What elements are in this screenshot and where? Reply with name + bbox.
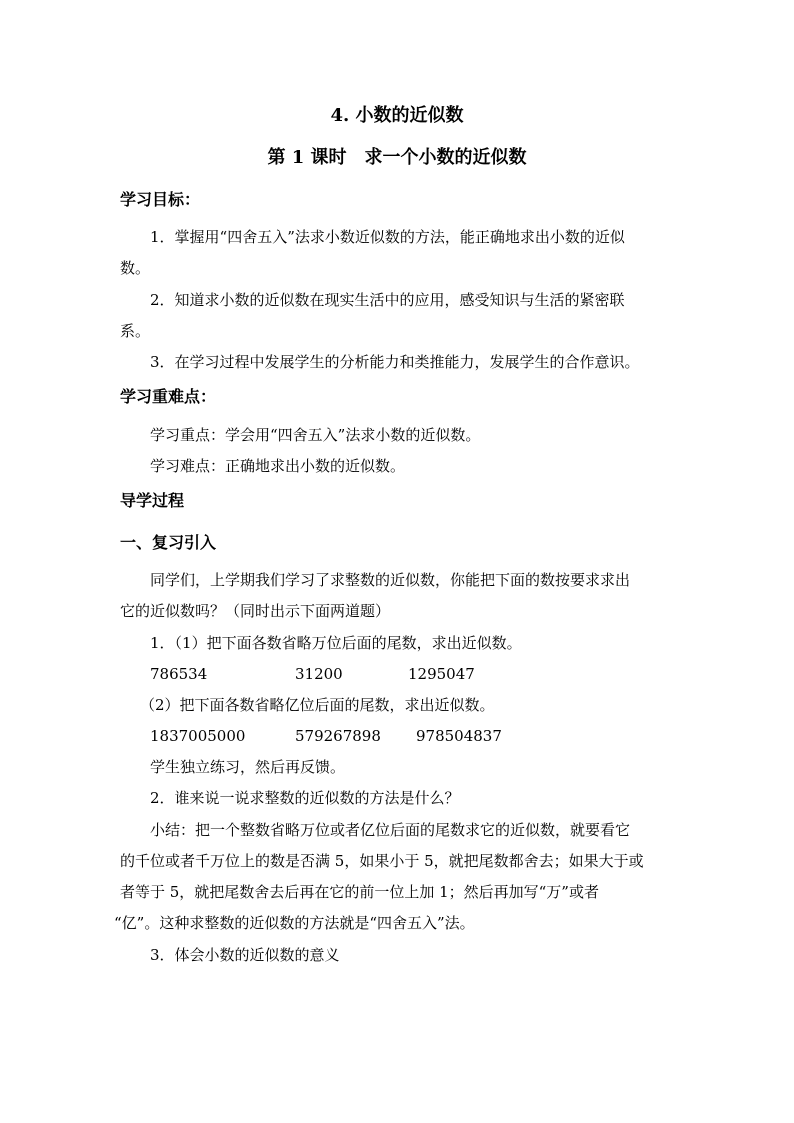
q1b-number-1: 1837005000 — [150, 727, 246, 745]
key-points-heading: 学习重难点： — [120, 387, 217, 406]
practice-note: 学生独立练习，然后再反馈。 — [150, 758, 346, 776]
lesson-subtitle: 第 1 课时 求一个小数的近似数 — [267, 147, 527, 168]
question-3: 3．体会小数的近似数的意义 — [150, 946, 340, 964]
key-point-focus: 学习重点：学会用“四舍五入”法求小数的近似数。 — [150, 426, 481, 444]
q1a-number-3: 1295047 — [408, 665, 475, 683]
question-2: 2．谁来说一说求整数的近似数的方法是什么？ — [150, 789, 460, 807]
process-heading: 导学过程 — [120, 491, 185, 510]
summary-line-4: “亿”。这种求整数的近似数的方法就是“四舍五入”法。 — [114, 914, 475, 932]
objective-1-line2: 数。 — [120, 259, 151, 277]
objectives-heading: 学习目标： — [120, 190, 201, 209]
question-1a: 1．（1）把下面各数省略万位后面的尾数，求出近似数。 — [150, 634, 522, 652]
key-point-difficulty: 学习难点：正确地求出小数的近似数。 — [150, 457, 406, 475]
objective-2-line2: 系。 — [120, 322, 151, 340]
q1a-number-2: 31200 — [295, 665, 343, 683]
summary-line-2: 的千位或者千万位上的数是否满 5，如果小于 5，就把尾数都舍去；如果大于或 — [120, 852, 644, 870]
question-1b: （2）把下面各数省略亿位后面的尾数，求出近似数。 — [140, 696, 495, 714]
q1b-number-3: 978504837 — [416, 727, 502, 745]
intro-line-1: 同学们，上学期我们学习了求整数的近似数，你能把下面的数按要求求出 — [150, 571, 631, 589]
objective-1-line1: 1．掌握用“四舍五入”法求小数近似数的方法，能正确地求出小数的近似 — [150, 228, 625, 246]
q1b-number-2: 579267898 — [295, 727, 381, 745]
intro-line-2: 它的近似数吗？（同时出示下面两道题） — [120, 602, 391, 620]
q1a-number-1: 786534 — [150, 665, 208, 683]
objective-2-line1: 2．知道求小数的近似数在现实生活中的应用，感受知识与生活的紧密联 — [150, 291, 625, 309]
summary-line-3: 者等于 5，就把尾数舍去后再在它的前一位上加 1；然后再加写“万”或者 — [120, 883, 599, 901]
document-title: 4. 小数的近似数 — [330, 105, 464, 126]
summary-line-1: 小结：把一个整数省略万位或者亿位后面的尾数求它的近似数，就要看它 — [150, 821, 631, 839]
section-1-heading: 一、复习引入 — [120, 533, 217, 552]
objective-3: 3．在学习过程中发展学生的分析能力和类推能力，发展学生的合作意识。 — [150, 353, 640, 371]
